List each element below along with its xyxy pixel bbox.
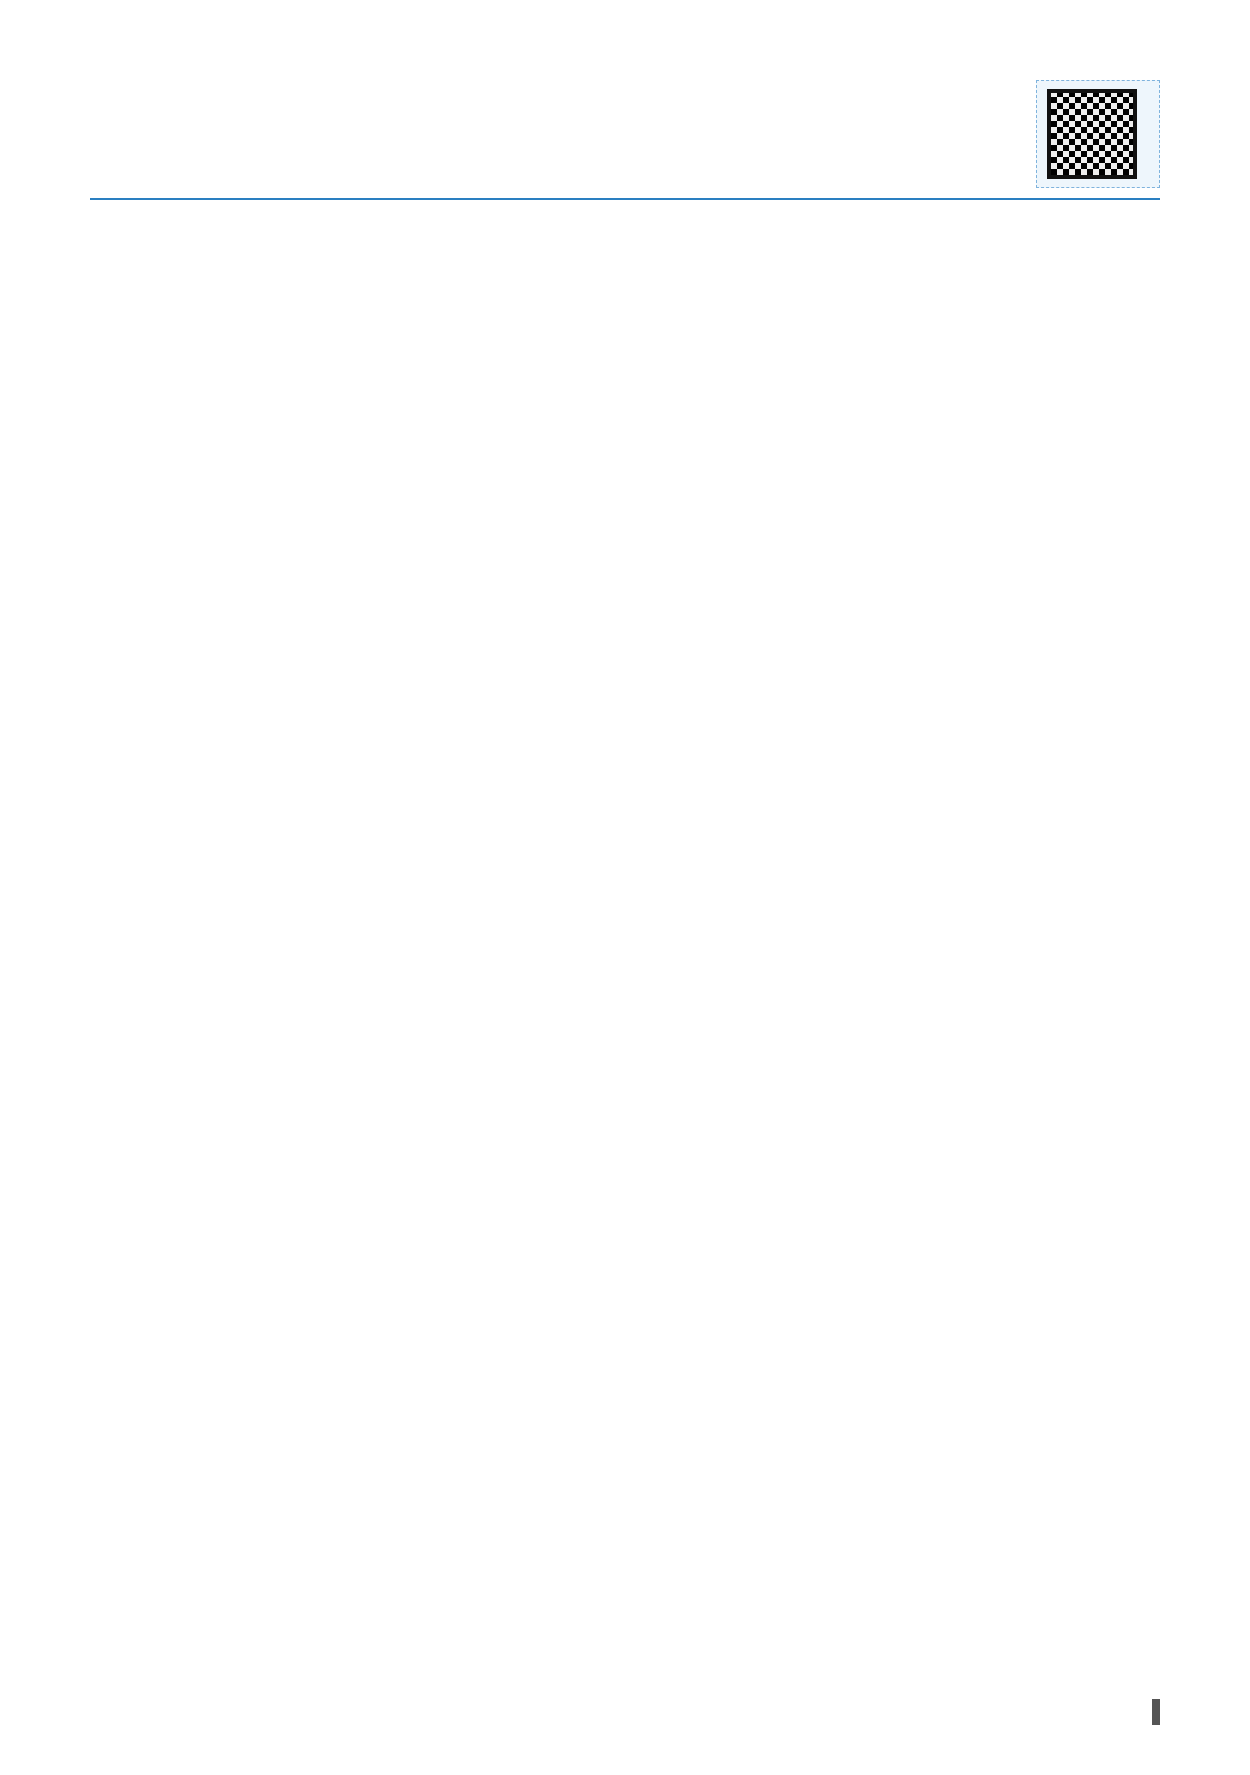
page-header — [90, 80, 1160, 200]
qr-code-icon — [1047, 89, 1137, 179]
qr-promo-box — [1036, 80, 1160, 188]
two-column-body — [90, 234, 1160, 1534]
right-column — [645, 234, 1160, 1534]
left-column — [90, 234, 605, 1534]
page-footer — [1144, 1699, 1160, 1725]
page-edge-bar — [1152, 1699, 1160, 1725]
